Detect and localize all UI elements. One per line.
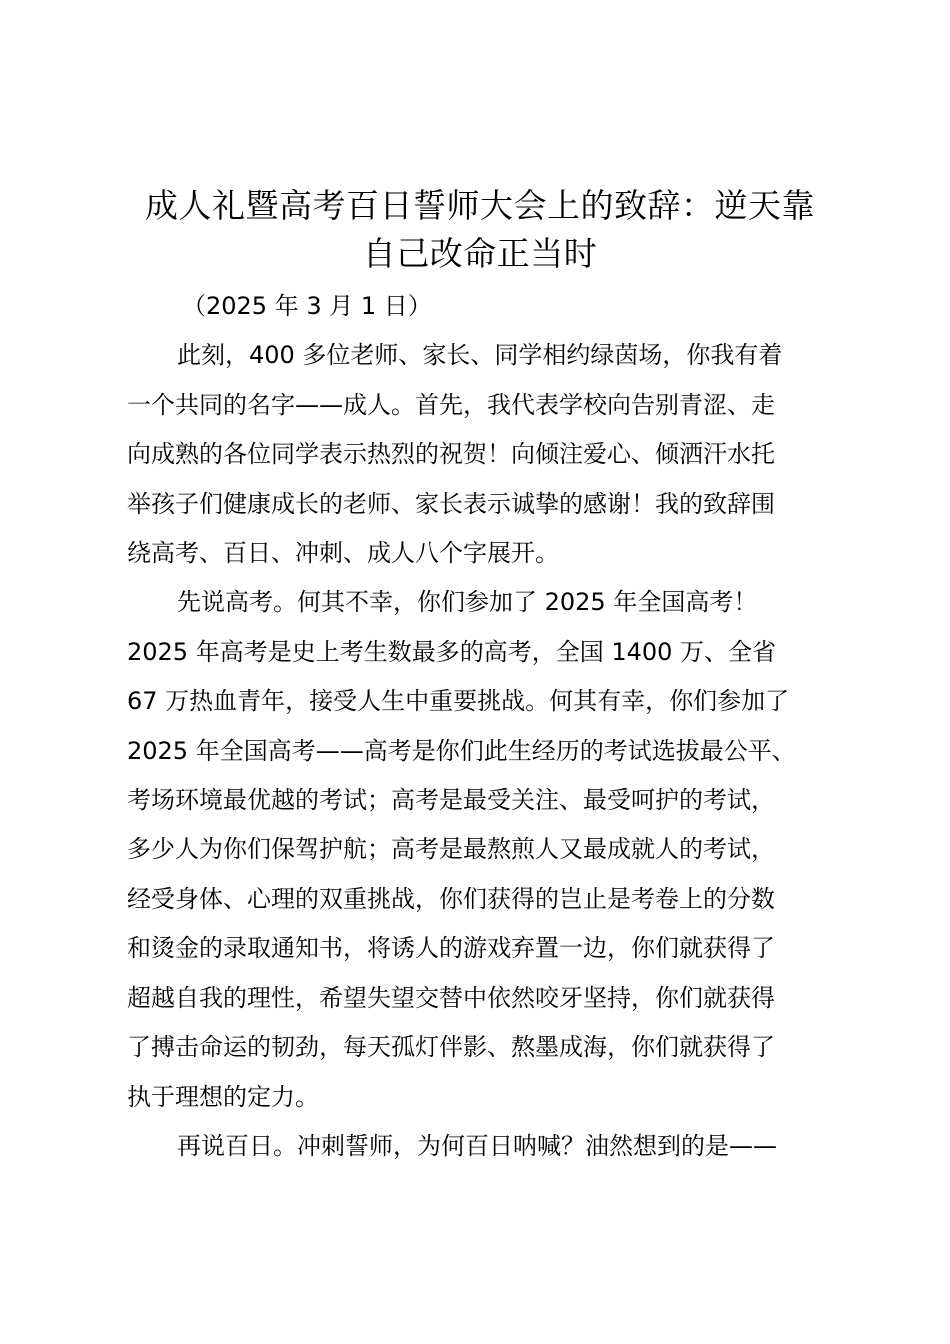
paragraph-line: 再说百日。冲刺誓师，为何百日呐喊？油然想到的是—— — [177, 1131, 777, 1160]
paragraph-line: 一个共同的名字——成人。首先，我代表学校向告别青涩、走 — [127, 390, 775, 419]
paragraph-line: 执于理想的定力。 — [127, 1082, 319, 1111]
paragraph-line: 超越自我的理性，希望失望交替中依然咬牙坚持，你们就获得 — [127, 983, 775, 1012]
paragraph-line: 举孩子们健康成长的老师、家长表示诚挚的感谢！我的致辞围 — [127, 489, 775, 518]
paragraph-line: 和烫金的录取通知书，将诱人的游戏弃置一边，你们就获得了 — [127, 934, 775, 963]
document-body — [127, 282, 837, 1171]
title-line-2: 自己改命正当时 — [362, 234, 598, 273]
document-date: （2025 年 3 月 1 日） — [182, 292, 432, 320]
paragraph-line: 2025 年高考是史上考生数最多的高考，全国 1400 万、全省 — [127, 637, 777, 666]
paragraph-line: 2025 年全国高考——高考是你们此生经历的考试选拔最公平、 — [127, 736, 796, 765]
paragraph-line: 考场环境最优越的考试；高考是最受关注、最受呵护的考试， — [127, 786, 775, 815]
title-line-1: 成人礼暨高考百日誓师大会上的致辞：逆天靠 — [145, 186, 815, 225]
paragraph-line: 向成熟的各位同学表示热烈的祝贺！向倾注爱心、倾洒汗水托 — [127, 440, 775, 469]
paragraph-line: 绕高考、百日、冲刺、成人八个字展开。 — [127, 539, 559, 568]
document-title — [110, 182, 850, 278]
paragraph-line: 先说高考。何其不幸，你们参加了 2025 年全国高考！ — [177, 588, 758, 617]
paragraph-line: 此刻，400 多位老师、家长、同学相约绿茵场，你我有着 — [177, 341, 783, 370]
paragraph-line: 经受身体、心理的双重挑战，你们获得的岂止是考卷上的分数 — [127, 884, 775, 913]
paragraph-line: 67 万热血青年，接受人生中重要挑战。何其有幸，你们参加了 — [127, 687, 790, 716]
paragraph-line: 多少人为你们保驾护航；高考是最熬煎人又最成就人的考试， — [127, 835, 775, 864]
paragraph-line: 了搏击命运的韧劲，每天孤灯伴影、熬墨成海，你们就获得了 — [127, 1033, 775, 1062]
